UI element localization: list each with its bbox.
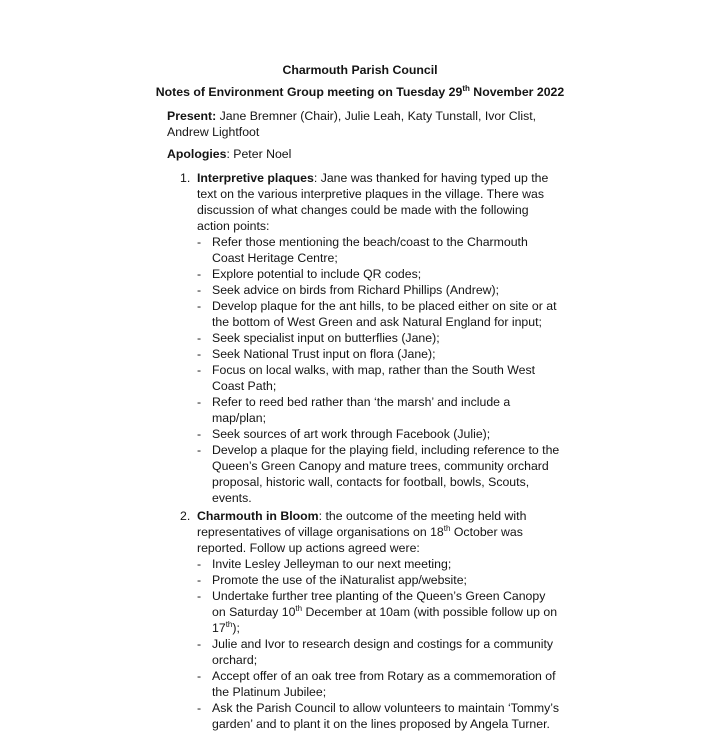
list-item-text: Explore potential to include QR codes; (212, 267, 422, 281)
list-item-text: Seek specialist input on butterflies (Jane); (212, 331, 440, 345)
dash-bullet: - (197, 557, 202, 571)
document-title: Charmouth Parish Council (282, 63, 438, 77)
dash-bullet: - (197, 331, 202, 345)
list-item-text: Seek sources of art work through Facebook (Julie); (212, 427, 491, 441)
list-item (197, 668, 560, 700)
dash-bullet: - (197, 299, 202, 313)
dash-bullet: - (197, 589, 202, 603)
apologies-names: : Peter Noel (226, 147, 292, 161)
apologies-label: Apologies (167, 147, 227, 161)
list-item-text: Invite Lesley Jelleyman to our next meeting; (212, 557, 452, 571)
item-number: 1. (180, 171, 191, 185)
list-item (197, 636, 560, 668)
dash-bullet: - (197, 669, 202, 683)
list-item (197, 556, 560, 572)
apologies-paragraph (167, 146, 567, 162)
ordinal-suffix: th (225, 619, 233, 629)
list-item-text: Seek advice on birds from Richard Phillips (Andrew); (212, 283, 500, 297)
ordinal-suffix: th (443, 523, 451, 533)
item-intro-text-end: October was reported. Follow up actions agreed were: (197, 525, 523, 555)
item-intro-text: : Jane was thanked for having typed up the text on the various interpretive plaques in the village. There was discussion of what changes could be made with the following action points: (197, 171, 549, 233)
list-item-text: Promote the use of the iNaturalist app/website; (212, 573, 467, 587)
list-item (197, 266, 560, 282)
list-item-text: Julie and Ivor to research design and costings for a community orchard; (212, 637, 554, 667)
follow-up-actions-list (197, 556, 560, 732)
subtitle-ordinal: th (462, 83, 470, 93)
list-item-text: Develop plaque for the ant hills, to be placed either on site or at the bottom of West Green and ask Natural England for input; (212, 299, 557, 329)
list-item-text: Develop a plaque for the playing field, including reference to the Queen’s Green Canopy and mature trees, community orchard proposal, historic wall, contacts for football, bowls, Scouts, events. (212, 443, 560, 505)
list-item-text-cont: December at 10am (with possible follow up on 17 (212, 605, 558, 635)
list-item (197, 234, 560, 266)
meeting-subtitle (0, 84, 720, 100)
item-heading: Charmouth in Bloom (197, 509, 319, 523)
item-heading: Interpretive plaques (197, 171, 314, 185)
subtitle-text-end: November 2022 (469, 85, 565, 99)
dash-bullet: - (197, 267, 202, 281)
present-paragraph (167, 108, 567, 140)
agenda-item-plaques (180, 170, 560, 506)
dash-bullet: - (197, 443, 202, 457)
agenda-list (180, 170, 560, 734)
ordinal-suffix: th (295, 603, 303, 613)
dash-bullet: - (197, 573, 202, 587)
dash-bullet: - (197, 637, 202, 651)
list-item-text: Seek National Trust input on flora (Jane); (212, 347, 436, 361)
item-intro (197, 170, 560, 234)
dash-bullet: - (197, 235, 202, 249)
list-item (197, 442, 560, 506)
list-item (197, 330, 560, 346)
item-intro (197, 508, 560, 556)
dash-bullet: - (197, 395, 202, 409)
agenda-item-bloom (180, 508, 560, 732)
list-item (197, 346, 560, 362)
list-item (197, 282, 560, 298)
list-item (197, 588, 560, 636)
list-item (197, 394, 560, 426)
list-item (197, 426, 560, 442)
list-item (197, 700, 560, 732)
list-item (197, 298, 560, 330)
action-points-list (197, 234, 560, 506)
list-item-text: Ask the Parish Council to allow volunteers to maintain ‘Tommy’s garden’ and to plant it on the lines proposed by Angela Turner. (212, 701, 559, 731)
subtitle-text: Notes of Environment Group meeting on Tuesday 29 (155, 85, 463, 99)
item-intro-text: : the outcome of the meeting held with representatives of village organisations on 18 (197, 509, 527, 539)
list-item-text: Focus on local walks, with map, rather than the South West Coast Path; (212, 363, 536, 393)
dash-bullet: - (197, 701, 202, 715)
present-label: Present: (167, 109, 217, 123)
list-item-text: Refer to reed bed rather than ‘the marsh’ and include a map/plan; (212, 395, 511, 425)
list-item-text: Refer those mentioning the beach/coast to the Charmouth Coast Heritage Centre; (212, 235, 528, 265)
item-number: 2. (180, 509, 191, 523)
list-item-text: Undertake further tree planting of the Queen’s Green Canopy on Saturday 10 (212, 589, 546, 619)
present-names: Jane Bremner (Chair), Julie Leah, Katy Tunstall, Ivor Clist, Andrew Lightfoot (167, 109, 537, 139)
dash-bullet: - (197, 427, 202, 441)
list-item (197, 362, 560, 394)
list-item-text: Accept offer of an oak tree from Rotary as a commemoration of the Platinum Jubilee; (212, 669, 556, 699)
list-item (197, 572, 560, 588)
dash-bullet: - (197, 347, 202, 361)
dash-bullet: - (197, 283, 202, 297)
dash-bullet: - (197, 363, 202, 377)
list-item-text-end: ); (232, 621, 240, 635)
